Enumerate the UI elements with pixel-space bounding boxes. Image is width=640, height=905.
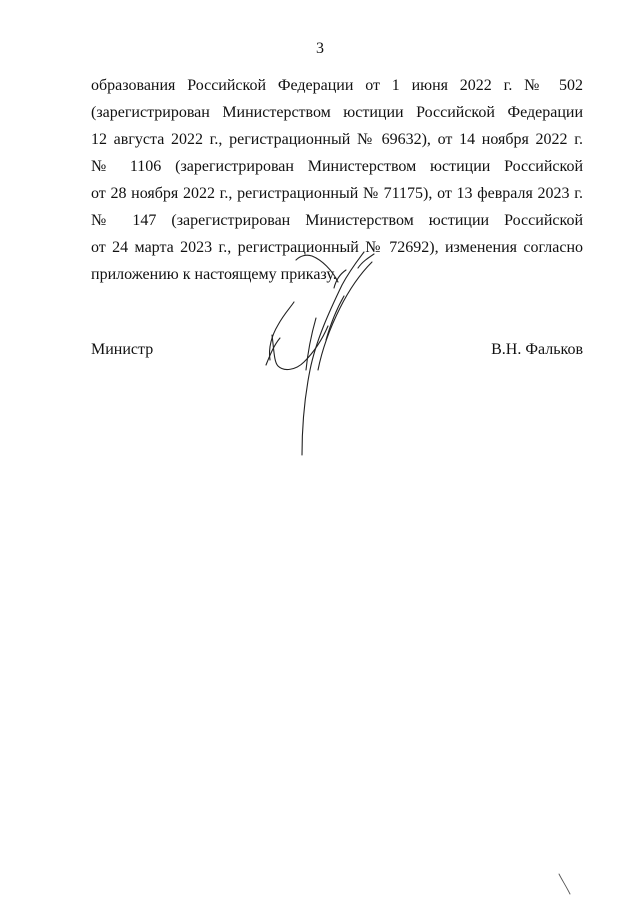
signer-name: В.Н. Фальков (491, 341, 583, 358)
body-line-5: от 28 ноября 2022 г., регистрационный № 71175), от 13 февраля 2023 г. (91, 185, 583, 202)
body-line-4: № 1106 (зарегистрирован Министерством юстиции Российской (91, 158, 583, 175)
corner-scan-mark (556, 872, 576, 898)
page-number: 3 (316, 40, 324, 57)
body-line-1: образования Российской Федерации от 1 июня 2022 г. № 502 (91, 77, 583, 94)
body-line-7: от 24 марта 2023 г., регистрационный № 72692), изменения согласно (91, 239, 583, 256)
body-line-8: приложению к настоящему приказу. (91, 266, 337, 283)
body-line-2: (зарегистрирован Министерством юстиции Российской Федерации (91, 104, 583, 121)
signer-position: Министр (91, 341, 154, 358)
body-line-6: № 147 (зарегистрирован Министерством юстиции Российской (91, 212, 583, 229)
handwritten-signature (230, 230, 400, 460)
body-line-3: 12 августа 2022 г., регистрационный № 69632), от 14 ноября 2022 г. (91, 131, 583, 148)
